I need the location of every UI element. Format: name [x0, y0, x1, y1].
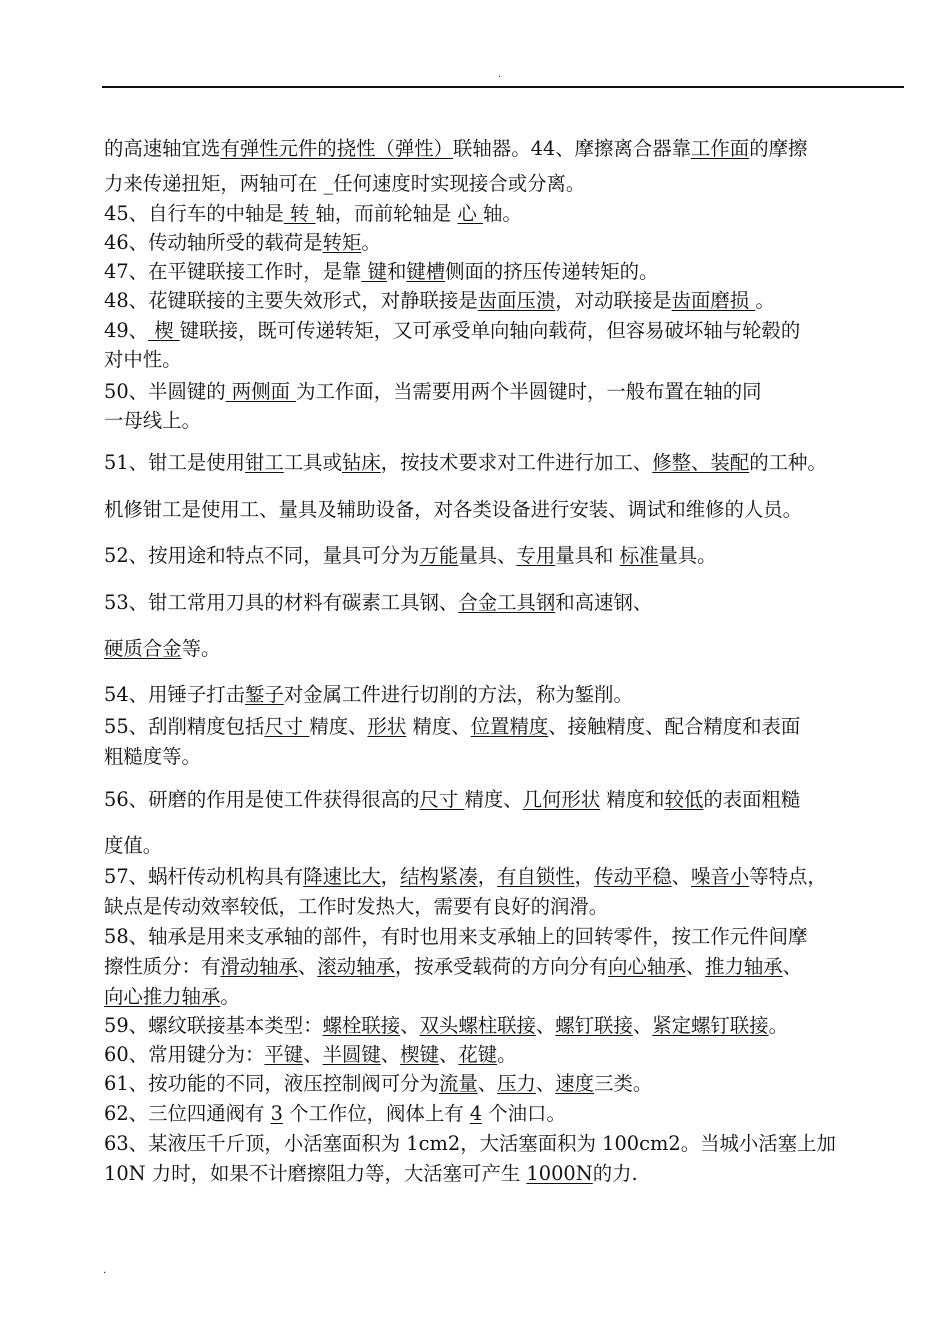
- answer-blank: 有弹性元件的挠性（弹性）: [220, 137, 454, 160]
- answer-blank: 转: [283, 202, 316, 225]
- text-run: ，: [380, 865, 401, 888]
- answer-blank: 专用: [516, 544, 556, 567]
- answer-blank: 4: [469, 1102, 483, 1125]
- text-run: 、: [632, 1014, 653, 1037]
- text-run: 。: [497, 1043, 517, 1066]
- answer-blank: 尺寸: [419, 788, 465, 811]
- text-run: 等特点，: [749, 865, 827, 888]
- text-run: 三类。: [594, 1072, 653, 1095]
- text-line: [104, 864, 827, 890]
- text-line: [104, 201, 522, 227]
- text-run: 50、半圆键的: [104, 380, 226, 403]
- text-run: 个油口。: [482, 1102, 566, 1125]
- answer-blank: 压力: [497, 1072, 536, 1095]
- answer-blank: 钻床: [341, 451, 381, 474]
- answer-blank: 形状: [367, 715, 407, 738]
- text-run: 62、三位四通阀有: [104, 1102, 271, 1125]
- text-run: 46、传动轴所受的载荷是: [104, 231, 323, 254]
- text-line: [104, 347, 182, 373]
- text-run: 键联接，既可传递转矩，又可承受单向轴向载荷，但容易破坏轴与轮毂的: [179, 319, 801, 342]
- answer-blank: 齿面磨损: [671, 289, 756, 312]
- text-line: [104, 636, 220, 662]
- text-run: 。: [361, 231, 381, 254]
- answer-blank: 花键: [458, 1043, 498, 1066]
- text-run: 轴。: [483, 202, 522, 225]
- text-run: 的摩擦: [749, 137, 808, 160]
- text-run: 、接触精度、配合精度和表面: [548, 715, 801, 738]
- text-line: [104, 136, 807, 162]
- text-line: [104, 1071, 652, 1097]
- text-run: 、: [535, 1072, 556, 1095]
- text-run: 度值。: [104, 834, 163, 857]
- answer-blank: 流量: [438, 1072, 478, 1095]
- answer-blank: 位置精度: [470, 715, 549, 738]
- text-run: ，按技术要求对工件进行加工、: [380, 451, 653, 474]
- text-run: 的力.: [592, 1162, 638, 1185]
- text-run: 量具。: [658, 544, 717, 567]
- text-run: 机修钳工是使用工、量具及辅助设备，对各类设备进行安装、调试和维修的人员。: [104, 498, 803, 521]
- answer-blank: 键: [361, 260, 387, 283]
- text-run: 、: [400, 1014, 420, 1037]
- text-line: [104, 230, 381, 256]
- answer-blank: 传动平稳: [594, 865, 672, 888]
- text-run: 55、刮削精度包括: [104, 715, 265, 738]
- text-line: [104, 894, 608, 920]
- text-line: [104, 1161, 638, 1187]
- header-rule: [102, 86, 904, 88]
- answer-blank: 3: [270, 1102, 283, 1125]
- answer-blank: 螺栓联接: [322, 1014, 401, 1037]
- text-run: 工具或: [283, 451, 342, 474]
- answer-blank: 标准: [619, 544, 659, 567]
- answer-blank: 紧定螺钉联接: [652, 1014, 769, 1037]
- text-run: 联轴器。44、摩擦离合器靠: [453, 137, 692, 160]
- text-run: 粗糙度等。: [104, 745, 201, 768]
- answer-blank: 钳工: [245, 451, 284, 474]
- answer-blank: 噪音小: [691, 865, 750, 888]
- text-run: ，: [477, 865, 498, 888]
- text-run: 、: [438, 1043, 459, 1066]
- text-run: 等。: [181, 637, 221, 660]
- text-run: 、: [380, 1043, 401, 1066]
- text-line: [104, 379, 762, 405]
- answer-blank: 向心轴承: [608, 955, 686, 978]
- answer-blank: 向心推力轴承: [104, 985, 221, 1008]
- answer-blank: 楔键: [400, 1043, 439, 1066]
- text-line: [104, 714, 800, 740]
- answer-blank: 齿面压溃: [477, 289, 556, 312]
- text-run: 个工作位，阀体上有: [282, 1102, 470, 1125]
- text-run: 10N 力时，如果不计磨擦阻力等，大活塞可产生: [104, 1162, 527, 1185]
- text-run: 精度、: [309, 715, 368, 738]
- answer-blank: 楔: [148, 319, 180, 342]
- text-run: 精度、: [406, 715, 471, 738]
- text-run: 57、蜗杆传动机构具有: [104, 865, 304, 888]
- text-run: 47、在平键联接工作时，是靠: [104, 260, 362, 283]
- text-run: 。: [755, 289, 775, 312]
- text-run: 的工种。: [749, 451, 827, 474]
- text-run: 49、: [104, 319, 149, 342]
- text-line: [104, 288, 775, 314]
- footer-dot: .: [103, 1265, 107, 1276]
- text-line: [104, 1101, 566, 1127]
- text-line: [104, 171, 585, 197]
- answer-blank: 两侧面: [225, 380, 297, 403]
- text-run: 56、研磨的作用是使工件获得很高的: [104, 788, 420, 811]
- text-run: 精度和: [600, 788, 665, 811]
- text-run: 的高速轴宜选: [104, 137, 221, 160]
- text-line: [104, 408, 201, 434]
- text-run: 52、按用途和特点不同，量具可分为: [104, 544, 420, 567]
- text-line: [104, 1013, 788, 1039]
- answer-blank: 半圆键: [322, 1043, 381, 1066]
- text-line: [104, 590, 652, 616]
- text-run: 和高速钢、: [555, 591, 653, 614]
- text-run: 60、常用键分为：: [104, 1043, 265, 1066]
- text-run: 。: [768, 1014, 788, 1037]
- text-run: 、: [782, 955, 803, 978]
- answer-blank: 结构紧凑: [400, 865, 478, 888]
- text-run: 力来传递扭矩，两轴可在: [104, 172, 324, 195]
- text-line: [104, 259, 658, 285]
- answer-blank: 万能: [419, 544, 459, 567]
- answer-blank: 工作面: [691, 137, 750, 160]
- text-run: 48、花键联接的主要失效形式，对静联接是: [104, 289, 478, 312]
- text-run: 一母线上。: [104, 409, 201, 432]
- answer-blank: 较低: [664, 788, 704, 811]
- answer-blank: 双头螺柱联接: [419, 1014, 536, 1037]
- text-run: 、: [685, 955, 706, 978]
- text-run: 45、自行车的中轴是: [104, 202, 284, 225]
- text-run: 63、某液压千斤顶，小活塞面积为 1cm2，大活塞面积为 100cm2。当城小活塞上加: [104, 1132, 836, 1155]
- answer-blank: 滚动轴承: [317, 955, 395, 978]
- answer-blank: 平键: [264, 1043, 304, 1066]
- text-run: 量具和: [555, 544, 620, 567]
- text-run: 53、钳工常用刀具的材料有碳素工具钢、: [104, 591, 459, 614]
- text-run: 对中性。: [104, 348, 182, 371]
- text-run: 59、螺纹联接基本类型：: [104, 1014, 323, 1037]
- text-run: 精度、: [464, 788, 523, 811]
- text-run: 、: [671, 865, 692, 888]
- answer-blank: 尺寸: [264, 715, 310, 738]
- text-run: 、: [297, 955, 318, 978]
- text-line: [104, 984, 240, 1010]
- text-line: [104, 744, 201, 770]
- answer-blank: 几何形状: [522, 788, 601, 811]
- answer-blank: 降速比大: [303, 865, 381, 888]
- answer-blank: 心: [457, 202, 483, 225]
- text-run: 轴，而前轮轴是: [315, 202, 458, 225]
- text-run: 54、用锤子打击: [104, 683, 246, 706]
- text-run: 、: [535, 1014, 556, 1037]
- text-run: 缺点是传动效率较低，工作时发热大，需要有良好的润滑。: [104, 895, 609, 918]
- text-run: 擦性质分：有: [104, 955, 221, 978]
- text-run: 58、轴承是用来支承轴的部件，有时也用来支承轴上的回转零件，按工作元件间摩: [104, 925, 808, 948]
- text-run: 、: [303, 1043, 323, 1066]
- text-line: [104, 497, 802, 523]
- answer-blank: 螺钉联接: [555, 1014, 633, 1037]
- text-run: 对金属工件进行切削的方法，称为錾削。: [283, 683, 633, 706]
- answer-blank: 转矩: [322, 231, 362, 254]
- text-run: 侧面的挤压传递转矩的。: [445, 260, 659, 283]
- text-line: [104, 833, 162, 859]
- answer-blank: 合金工具钢: [458, 591, 556, 614]
- text-run: 61、按功能的不同，液压控制阀可分为: [104, 1072, 439, 1095]
- text-run: 量具、: [458, 544, 517, 567]
- text-run: 。: [220, 985, 240, 1008]
- text-run: _: [323, 172, 334, 195]
- answer-blank: 有自锁性: [497, 865, 575, 888]
- text-run: 任何速度时实现接合或分离。: [333, 172, 586, 195]
- text-line: [104, 543, 717, 569]
- text-run: 和: [386, 260, 407, 283]
- text-line: [104, 924, 807, 950]
- answer-blank: 滑动轴承: [220, 955, 298, 978]
- text-run: 的表面粗糙: [703, 788, 801, 811]
- answer-blank: 1000N: [526, 1162, 593, 1185]
- text-run: 51、钳工是使用: [104, 451, 246, 474]
- text-line: [104, 1131, 836, 1157]
- text-run: 为工作面，当需要用两个半圆键时，一般布置在轴的同: [296, 380, 762, 403]
- answer-blank: 键槽: [406, 260, 446, 283]
- text-line: [104, 1042, 517, 1068]
- answer-blank: 修整、装配: [652, 451, 750, 474]
- text-line: [104, 954, 802, 980]
- text-line: [104, 682, 633, 708]
- text-line: [104, 787, 800, 813]
- text-line: [104, 318, 800, 344]
- header-dot: .: [498, 69, 502, 80]
- text-run: ，按承受载荷的方向分有: [394, 955, 609, 978]
- answer-blank: 推力轴承: [705, 955, 783, 978]
- text-run: ，: [574, 865, 595, 888]
- answer-blank: 硬质合金: [104, 637, 182, 660]
- answer-blank: 速度: [555, 1072, 595, 1095]
- text-line: [104, 450, 827, 476]
- answer-blank: 錾子: [245, 683, 284, 706]
- text-run: ，对动联接是: [555, 289, 672, 312]
- text-run: 、: [477, 1072, 498, 1095]
